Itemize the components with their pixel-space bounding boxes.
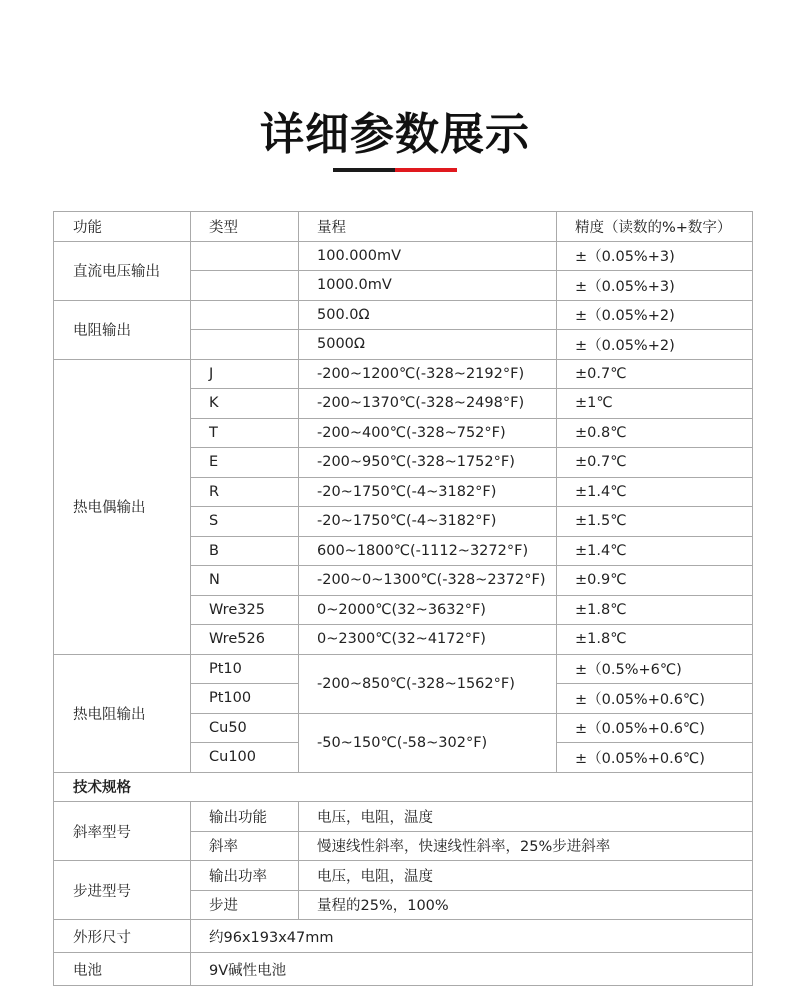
- type-cell: Wre325: [191, 595, 299, 625]
- type-cell: Wre526: [191, 625, 299, 655]
- spec-value-cell: 电压，电阻，温度: [299, 802, 753, 832]
- header-row: [54, 212, 753, 242]
- type-cell: T: [191, 418, 299, 448]
- spec-table: [53, 211, 753, 986]
- type-cell: E: [191, 448, 299, 478]
- spec-row: [54, 861, 753, 891]
- type-cell: J: [191, 359, 299, 389]
- accuracy-cell: ±（0.05%+2): [557, 300, 753, 330]
- accuracy-cell: ±（0.5%+6℃): [557, 654, 753, 684]
- type-cell: [191, 271, 299, 301]
- spec-model-cell: 斜率型号: [54, 802, 191, 861]
- accuracy-cell: ±（0.05%+0.6℃): [557, 713, 753, 743]
- range-cell: -200~1200℃(-328~2192°F): [299, 359, 557, 389]
- spec-heading-row: [54, 772, 753, 802]
- range-cell: 0~2000℃(32~3632°F): [299, 595, 557, 625]
- spec-value-cell: 约96x193x47mm: [191, 920, 753, 953]
- type-cell: N: [191, 566, 299, 596]
- type-cell: Pt100: [191, 684, 299, 714]
- type-cell: R: [191, 477, 299, 507]
- range-cell: 5000Ω: [299, 330, 557, 360]
- range-cell: -50~150℃(-58~302°F): [299, 713, 557, 772]
- range-cell: -200~950℃(-328~1752°F): [299, 448, 557, 478]
- spec-row: [54, 953, 753, 986]
- range-cell: -200~850℃(-328~1562°F): [299, 654, 557, 713]
- type-cell: [191, 330, 299, 360]
- accuracy-cell: ±1.8℃: [557, 595, 753, 625]
- table-row: [54, 300, 753, 330]
- spec-model-cell: 步进型号: [54, 861, 191, 920]
- spec-key-cell: 电池: [54, 953, 191, 986]
- range-cell: -20~1750℃(-4~3182°F): [299, 507, 557, 537]
- type-cell: Cu100: [191, 743, 299, 773]
- spec-row: [54, 920, 753, 953]
- table-row: [54, 241, 753, 271]
- range-cell: -20~1750℃(-4~3182°F): [299, 477, 557, 507]
- type-cell: B: [191, 536, 299, 566]
- accuracy-cell: ±1.4℃: [557, 536, 753, 566]
- table-row: [54, 654, 753, 684]
- accuracy-cell: ±0.7℃: [557, 448, 753, 478]
- spec-value-cell: 电压，电阻，温度: [299, 861, 753, 891]
- header-function: 功能: [54, 212, 191, 242]
- type-cell: S: [191, 507, 299, 537]
- range-cell: 0~2300℃(32~4172°F): [299, 625, 557, 655]
- spec-key-cell: 步进: [191, 890, 299, 920]
- header-range: 量程: [299, 212, 557, 242]
- function-cell: 电阻输出: [54, 300, 191, 359]
- type-cell: [191, 300, 299, 330]
- accuracy-cell: ±0.9℃: [557, 566, 753, 596]
- accuracy-cell: ±1.4℃: [557, 477, 753, 507]
- range-cell: 600~1800℃(-1112~3272°F): [299, 536, 557, 566]
- header-type: 类型: [191, 212, 299, 242]
- title-underline-black: [333, 168, 395, 172]
- title-underline-red: [395, 168, 457, 172]
- header-accuracy: 精度（读数的%+数字）: [557, 212, 753, 242]
- table-row: [54, 359, 753, 389]
- accuracy-cell: ±（0.05%+3): [557, 271, 753, 301]
- spec-value-cell: 慢速线性斜率，快速线性斜率，25%步进斜率: [299, 831, 753, 861]
- accuracy-cell: ±0.7℃: [557, 359, 753, 389]
- accuracy-cell: ±（0.05%+0.6℃): [557, 743, 753, 773]
- accuracy-cell: ±（0.05%+3): [557, 241, 753, 271]
- range-cell: 100.000mV: [299, 241, 557, 271]
- accuracy-cell: ±1℃: [557, 389, 753, 419]
- range-cell: 500.0Ω: [299, 300, 557, 330]
- type-cell: Pt10: [191, 654, 299, 684]
- page-title: 详细参数展示: [260, 109, 530, 160]
- type-cell: K: [191, 389, 299, 419]
- range-cell: -200~0~1300℃(-328~2372°F): [299, 566, 557, 596]
- spec-key-cell: 输出功能: [191, 802, 299, 832]
- spec-value-cell: 9V碱性电池: [191, 953, 753, 986]
- type-cell: Cu50: [191, 713, 299, 743]
- spec-key-cell: 斜率: [191, 831, 299, 861]
- accuracy-cell: ±0.8℃: [557, 418, 753, 448]
- spec-value-cell: 量程的25%，100%: [299, 890, 753, 920]
- accuracy-cell: ±1.5℃: [557, 507, 753, 537]
- spec-key-cell: 输出功率: [191, 861, 299, 891]
- accuracy-cell: ±（0.05%+0.6℃): [557, 684, 753, 714]
- range-cell: -200~400℃(-328~752°F): [299, 418, 557, 448]
- accuracy-cell: ±（0.05%+2): [557, 330, 753, 360]
- range-cell: -200~1370℃(-328~2498°F): [299, 389, 557, 419]
- function-cell: 热电偶输出: [54, 359, 191, 654]
- range-cell: 1000.0mV: [299, 271, 557, 301]
- function-cell: 热电阻输出: [54, 654, 191, 772]
- spec-key-cell: 外形尺寸: [54, 920, 191, 953]
- spec-heading: 技术规格: [54, 772, 753, 802]
- accuracy-cell: ±1.8℃: [557, 625, 753, 655]
- spec-row: [54, 802, 753, 832]
- type-cell: [191, 241, 299, 271]
- function-cell: 直流电压输出: [54, 241, 191, 300]
